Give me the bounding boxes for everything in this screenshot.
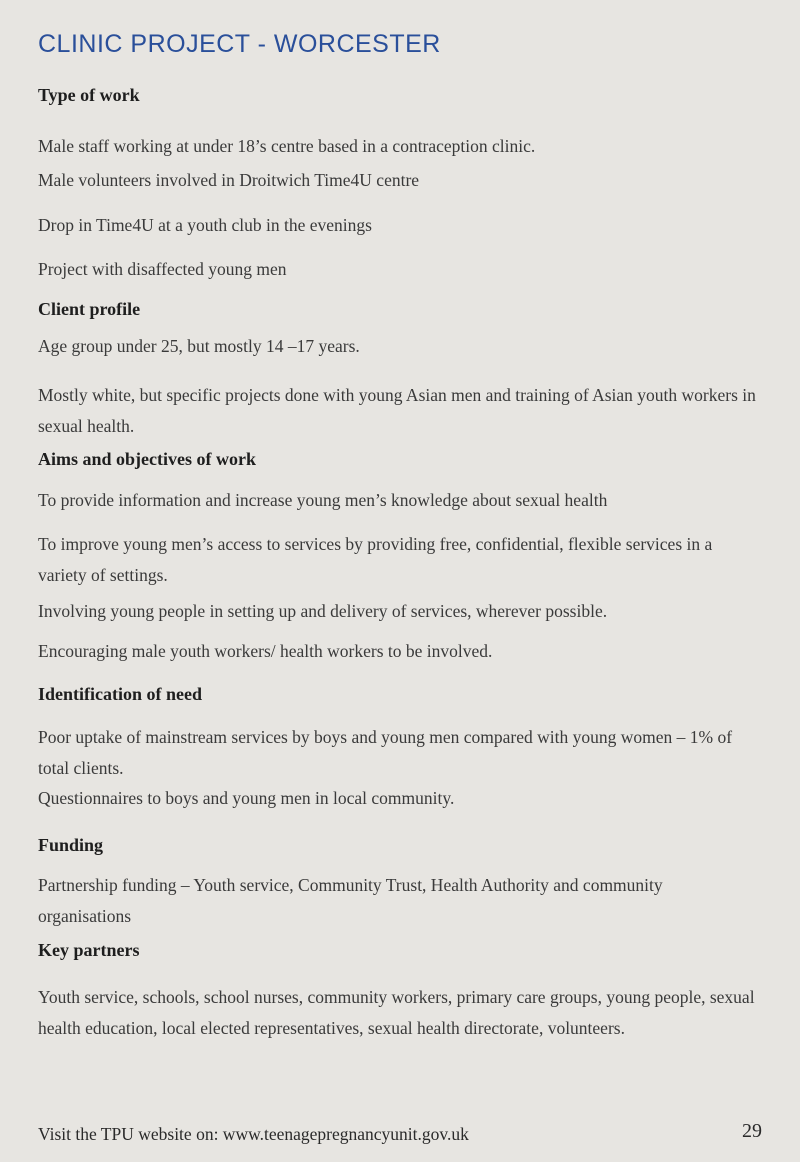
- aims-item-2: To improve young men’s access to services by providing free, confidential, flexible services in a variety of settings.: [38, 534, 713, 585]
- client-profile-item-2: Mostly white, but specific projects done with young Asian men and training of Asian youth workers in sexual health.: [38, 385, 756, 436]
- aims-item-4: Encouraging male youth workers/ health workers to be involved.: [38, 641, 493, 661]
- page-number: 29: [742, 1120, 762, 1142]
- type-of-work-item-3: Drop in Time4U at a youth club in the evenings: [38, 215, 372, 235]
- section-heading-identification-of-need: Identification of need: [38, 684, 202, 704]
- identification-item-2: Questionnaires to boys and young men in local community.: [38, 788, 455, 808]
- footer-website-text: Visit the TPU website on: www.teenagepregnancyunit.gov.uk: [38, 1124, 469, 1144]
- type-of-work-item-4: Project with disaffected young men: [38, 259, 287, 279]
- funding-item-1: Partnership funding – Youth service, Community Trust, Health Authority and community organisations: [38, 875, 663, 926]
- type-of-work-item-1: Male staff working at under 18’s centre based in a contraception clinic.: [38, 136, 536, 156]
- identification-item-1: Poor uptake of mainstream services by boys and young men compared with young women – 1% of total clients.: [38, 727, 733, 778]
- aims-item-1: To provide information and increase young men’s knowledge about sexual health: [38, 490, 608, 510]
- client-profile-item-1: Age group under 25, but mostly 14 –17 years.: [38, 336, 360, 356]
- page-title: CLINIC PROJECT - WORCESTER: [38, 30, 441, 58]
- key-partners-item-1: Youth service, schools, school nurses, community workers, primary care groups, young people, sexual health education, local elected representatives, sexual health directorate, volunteers.: [38, 987, 755, 1038]
- section-heading-client-profile: Client profile: [38, 299, 141, 319]
- section-heading-aims: Aims and objectives of work: [38, 449, 256, 469]
- aims-item-3: Involving young people in setting up and delivery of services, wherever possible.: [38, 601, 608, 621]
- section-heading-funding: Funding: [38, 835, 104, 855]
- section-heading-type-of-work: Type of work: [38, 85, 140, 105]
- type-of-work-item-2: Male volunteers involved in Droitwich Time4U centre: [38, 170, 420, 190]
- section-heading-key-partners: Key partners: [38, 940, 140, 960]
